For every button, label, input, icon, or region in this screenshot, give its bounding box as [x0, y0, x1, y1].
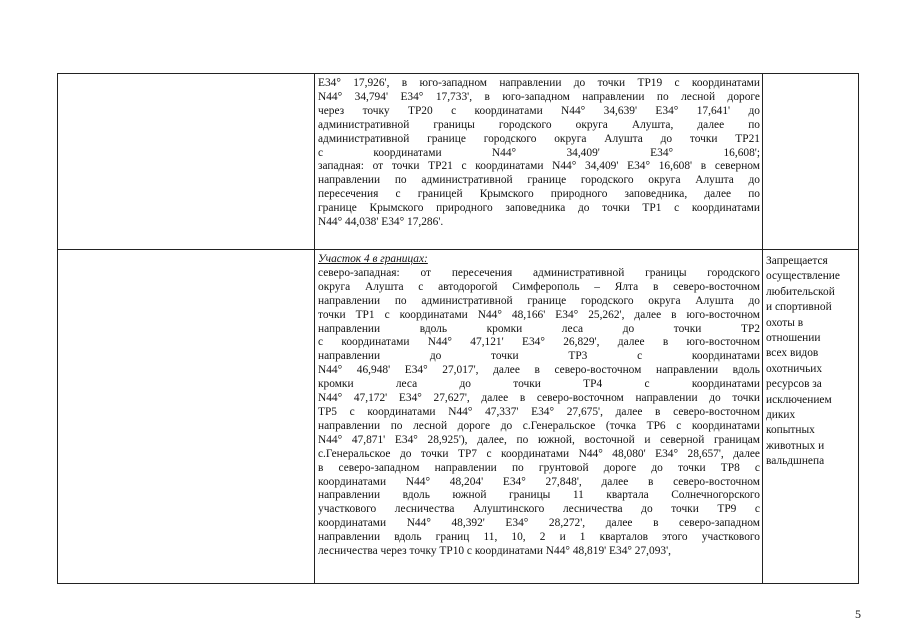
restriction-line: охоты в: [766, 316, 804, 329]
boundary-text-2: [315, 250, 762, 559]
text-line: направлении вдоль южной границы 11 квартала Солнечногорского: [318, 489, 760, 502]
restriction-line: и спортивной: [766, 301, 832, 314]
text-line: направлении вдоль границ 11, 10, 2 и 1 кварталов этого участкового: [318, 531, 760, 544]
document-table: [57, 73, 859, 584]
text-line: пересечения с границей Крымского природного заповедника, далее по: [318, 188, 760, 201]
text-line: направлении до точки ТР3 с координатами: [318, 350, 760, 363]
boundary-text-1: [315, 74, 762, 230]
text-line: округа Алушта с автодорогой Симферополь – Ялта в северо-восточном: [318, 280, 760, 293]
text-line: административной границы городского округа Алушта, далее по: [318, 118, 760, 131]
text-line: с.Генеральское до точки ТР7 с координатами N44° 48,080' E34° 28,657', далее: [318, 447, 760, 460]
table-row-2: [58, 250, 859, 584]
text-line: N44° 34,794' E34° 17,733', в юго-западном направлении по лесной дороге: [318, 90, 760, 103]
restriction-line: Запрещается: [766, 255, 828, 267]
text-line: в северо-западном направлении по грунтовой дороге до точки ТР8 с: [318, 461, 760, 474]
text-line: через точку ТР20 с координатами N44° 34,639' E34° 17,641' до: [318, 104, 760, 117]
text-line: участкового лесничества Алуштинского лесничества до точки ТР9 с: [318, 503, 760, 516]
text-line: N44° 44,038' E34° 17,286'.: [318, 216, 444, 229]
text-line: N44° 47,871' E34° 28,925'), далее, по южной, восточной и северной границам: [318, 433, 760, 446]
restriction-line: осуществление: [766, 270, 840, 283]
cell-boundary-text-2: [315, 250, 763, 584]
section-heading: Участок 4 в границах:: [318, 253, 428, 265]
restriction-line: отношении: [766, 332, 821, 345]
restriction-line: любительской: [766, 285, 835, 298]
text-line: N44° 47,172' E34° 27,627', далее в северо-восточном направлении до точки: [318, 392, 760, 405]
cell-empty-1: [58, 74, 315, 250]
page-number: 5: [855, 607, 861, 621]
text-line: с координатами N44° 34,409' E34° 16,608';: [318, 146, 760, 159]
text-line: с координатами N44° 47,121' E34° 26,829', далее в юго-восточном: [318, 336, 760, 349]
text-line: кромки леса до точки ТР4 с координатами: [318, 378, 760, 391]
text-line: направлении вдоль кромки леса до точки ТР2: [318, 322, 760, 335]
restriction-line: охотничьих: [766, 362, 823, 375]
restriction-line: диких: [766, 409, 796, 422]
text-line: направлении по административной границе городского округа Алушта до: [318, 174, 760, 187]
cell-empty-2: [763, 74, 859, 250]
text-line: направлении по административной границе городского округа Алушта до: [318, 294, 760, 307]
text-line: точки ТР1 с координатами N44° 48,166' E34° 25,262', далее в юго-восточном: [318, 308, 760, 321]
text-line: границе Крымского природного заповедника до точки ТР1 с координатами: [318, 202, 760, 215]
text-line: ТР5 с координатами N44° 47,337' E34° 27,675', далее в северо-восточном: [318, 405, 760, 418]
text-line: N44° 46,948' E34° 27,017', далее в северо-восточном направлении вдоль: [318, 364, 760, 377]
cell-restriction: [763, 250, 859, 584]
table-row-1: [58, 74, 859, 250]
restriction-line: всех видов: [766, 347, 819, 360]
restriction-text: [763, 250, 858, 470]
cell-empty-3: [58, 250, 315, 584]
restriction-line: копытных: [766, 424, 815, 437]
text-line: координатами N44° 48,204' E34° 27,848', далее в северо-восточном: [318, 475, 760, 488]
text-line: направлении по лесной дороге до с.Генеральское (точка ТР6 с координатами: [318, 419, 760, 432]
text-line: E34° 17,926', в юго-западном направлении до точки ТР19 с координатами: [318, 77, 760, 89]
text-line: координатами N44° 48,392' E34° 28,272', далее в северо-западном: [318, 517, 760, 530]
text-line: лесничества через точку ТР10 с координатами N44° 48,819' E34° 27,093',: [318, 545, 672, 558]
text-line: северо-западная: от пересечения административной границы городского: [318, 266, 760, 279]
cell-boundary-text-1: [315, 74, 763, 250]
restriction-line: исключением: [766, 393, 832, 406]
restriction-line: животных и: [766, 439, 825, 452]
restriction-line: вальдшнепа: [766, 455, 825, 468]
restriction-line: ресурсов за: [766, 378, 822, 391]
text-line: западная: от точки ТР21 с координатами N44° 34,409' E34° 16,608' в северном: [318, 160, 760, 173]
text-line: административной границе городского округа Алушта до точки ТР21: [318, 132, 760, 145]
